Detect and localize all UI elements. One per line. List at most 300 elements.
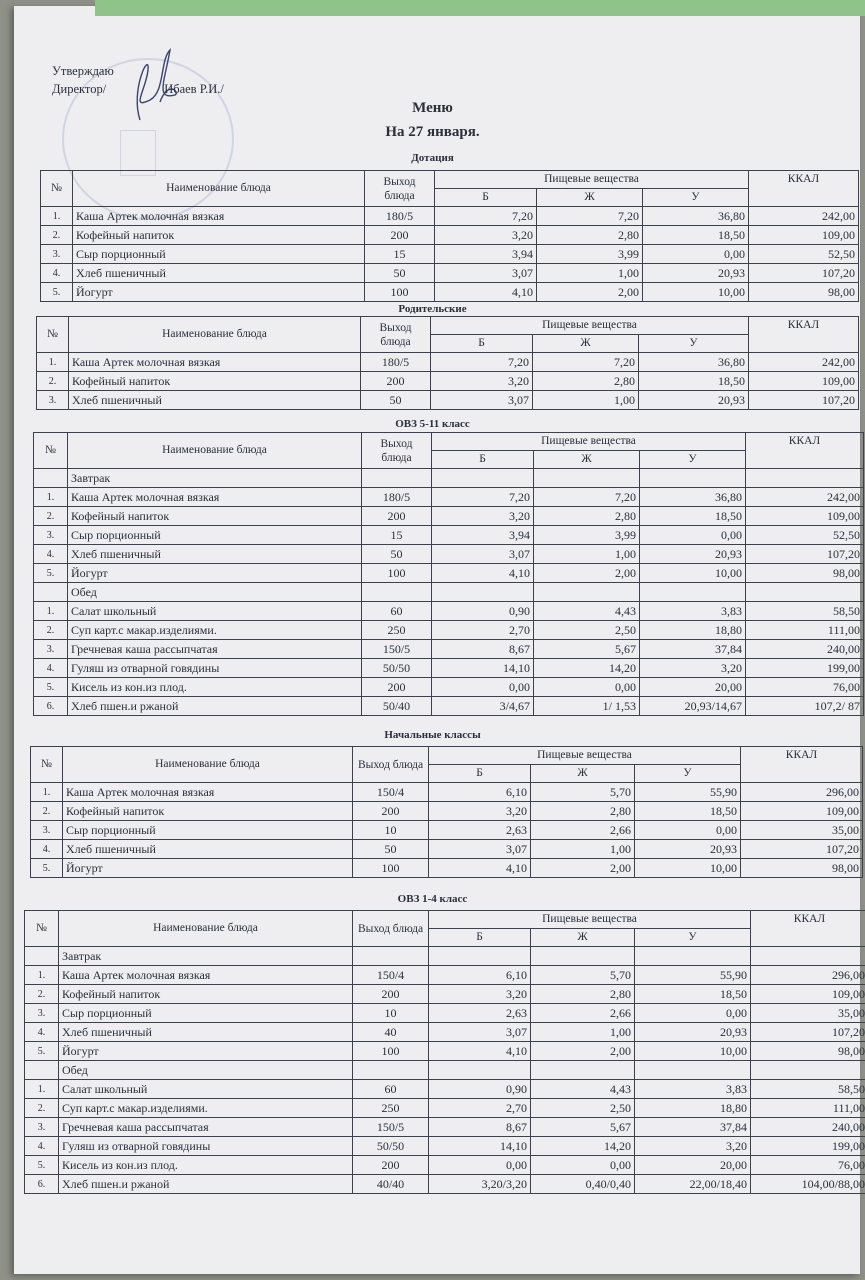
column-header-carbs: У bbox=[635, 929, 751, 947]
menu-table bbox=[36, 316, 859, 410]
column-header-protein: Б bbox=[429, 765, 531, 783]
column-header-output: Выход блюда bbox=[362, 433, 432, 469]
row-number: 2. bbox=[34, 507, 68, 526]
table-row bbox=[31, 840, 863, 859]
table-row bbox=[25, 1004, 865, 1023]
protein-value: 3/4,67 bbox=[432, 697, 534, 716]
column-header-protein: Б bbox=[431, 335, 533, 353]
kcal-value: 76,00 bbox=[751, 1156, 865, 1175]
carbs-value: 20,00 bbox=[635, 1156, 751, 1175]
fat-value: 2,00 bbox=[537, 283, 643, 302]
dish-name: Завтрак bbox=[68, 469, 362, 488]
dish-output: 10 bbox=[353, 821, 429, 840]
menu-table bbox=[24, 910, 865, 1194]
carbs-value: 20,93 bbox=[639, 391, 749, 410]
dish-name: Завтрак bbox=[59, 947, 353, 966]
dish-name: Хлеб пшен.и ржаной bbox=[59, 1175, 353, 1194]
row-number bbox=[25, 1061, 59, 1080]
carbs-value: 20,93/14,67 bbox=[640, 697, 746, 716]
dish-output: 200 bbox=[353, 802, 429, 821]
kcal-value: 52,50 bbox=[749, 245, 859, 264]
kcal-value bbox=[746, 583, 864, 602]
column-header-fat: Ж bbox=[534, 451, 640, 469]
protein-value: 6,10 bbox=[429, 966, 531, 985]
row-number: 4. bbox=[31, 840, 63, 859]
carbs-value: 18,50 bbox=[643, 226, 749, 245]
fat-value: 5,70 bbox=[531, 783, 635, 802]
protein-value: 2,70 bbox=[429, 1099, 531, 1118]
kcal-value: 240,00 bbox=[751, 1118, 865, 1137]
table-row bbox=[31, 783, 863, 802]
carbs-value: 3,20 bbox=[635, 1137, 751, 1156]
table-row bbox=[37, 391, 859, 410]
row-number: 1. bbox=[34, 488, 68, 507]
dish-name: Кофейный напиток bbox=[69, 372, 361, 391]
row-number: 3. bbox=[34, 640, 68, 659]
approval-line: Утверждаю bbox=[52, 64, 114, 78]
column-header-num: № bbox=[25, 911, 59, 947]
kcal-value: 58,50 bbox=[751, 1080, 865, 1099]
table-row bbox=[41, 207, 859, 226]
dish-output: 100 bbox=[365, 283, 435, 302]
dish-output bbox=[362, 583, 432, 602]
carbs-value: 18,50 bbox=[635, 802, 741, 821]
row-number: 2. bbox=[41, 226, 73, 245]
carbs-value: 10,00 bbox=[635, 859, 741, 878]
table-row bbox=[34, 507, 864, 526]
row-number: 2. bbox=[25, 1099, 59, 1118]
carbs-value: 37,84 bbox=[640, 640, 746, 659]
dish-name: Гречневая каша рассыпчатая bbox=[59, 1118, 353, 1137]
protein-value: 7,20 bbox=[435, 207, 537, 226]
table-row bbox=[34, 564, 864, 583]
dish-name: Каша Артек молочная вязкая bbox=[59, 966, 353, 985]
carbs-value: 3,83 bbox=[640, 602, 746, 621]
column-header-nutrients: Пищевые вещества bbox=[429, 911, 751, 929]
protein-value: 4,10 bbox=[429, 1042, 531, 1061]
row-number: 3. bbox=[25, 1118, 59, 1137]
folder-edge bbox=[95, 0, 865, 16]
kcal-value: 242,00 bbox=[749, 353, 859, 372]
row-number: 1. bbox=[25, 966, 59, 985]
dish-name: Сыр порционный bbox=[59, 1004, 353, 1023]
kcal-value: 240,00 bbox=[746, 640, 864, 659]
column-header-output: Выход блюда bbox=[353, 911, 429, 947]
kcal-value bbox=[751, 1061, 865, 1080]
protein-value: 7,20 bbox=[431, 353, 533, 372]
dish-output: 180/5 bbox=[362, 488, 432, 507]
dish-output: 180/5 bbox=[361, 353, 431, 372]
fat-value: 2,66 bbox=[531, 1004, 635, 1023]
protein-value: 3,07 bbox=[431, 391, 533, 410]
protein-value: 3,20/3,20 bbox=[429, 1175, 531, 1194]
fat-value: 0,00 bbox=[531, 1156, 635, 1175]
dish-output: 200 bbox=[353, 1156, 429, 1175]
fat-value: 14,20 bbox=[531, 1137, 635, 1156]
carbs-value: 3,83 bbox=[635, 1080, 751, 1099]
row-number: 4. bbox=[34, 659, 68, 678]
dish-name: Хлеб пшеничный bbox=[68, 545, 362, 564]
fat-value: 2,00 bbox=[531, 1042, 635, 1061]
dish-name: Хлеб пшеничный bbox=[73, 264, 365, 283]
dish-output bbox=[362, 469, 432, 488]
table-row bbox=[25, 1175, 865, 1194]
menu-table bbox=[40, 170, 859, 302]
column-header-name: Наименование блюда bbox=[73, 171, 365, 207]
table-row bbox=[34, 602, 864, 621]
table-row bbox=[25, 1118, 865, 1137]
row-number bbox=[25, 947, 59, 966]
row-number: 2. bbox=[34, 621, 68, 640]
dish-output: 50/40 bbox=[362, 697, 432, 716]
dish-name: Обед bbox=[68, 583, 362, 602]
row-number: 5. bbox=[31, 859, 63, 878]
protein-value bbox=[429, 1061, 531, 1080]
carbs-value: 36,80 bbox=[639, 353, 749, 372]
column-header-nutrients: Пищевые вещества bbox=[429, 747, 741, 765]
kcal-value: 242,00 bbox=[746, 488, 864, 507]
fat-value: 3,99 bbox=[534, 526, 640, 545]
dish-name: Хлеб пшеничный bbox=[63, 840, 353, 859]
dish-output: 50/50 bbox=[362, 659, 432, 678]
table-row bbox=[34, 697, 864, 716]
fat-value: 2,80 bbox=[537, 226, 643, 245]
fat-value: 1/ 1,53 bbox=[534, 697, 640, 716]
dish-output: 200 bbox=[361, 372, 431, 391]
table-row bbox=[34, 526, 864, 545]
carbs-value bbox=[635, 1061, 751, 1080]
kcal-value: 109,00 bbox=[749, 226, 859, 245]
kcal-value bbox=[751, 947, 865, 966]
fat-value: 14,20 bbox=[534, 659, 640, 678]
dish-name: Гуляш из отварной говядины bbox=[68, 659, 362, 678]
dish-output: 150/4 bbox=[353, 966, 429, 985]
dish-output: 50 bbox=[353, 840, 429, 859]
fat-value: 2,00 bbox=[534, 564, 640, 583]
fat-value: 3,99 bbox=[537, 245, 643, 264]
dish-name: Суп карт.с макар.изделиями. bbox=[68, 621, 362, 640]
protein-value: 3,07 bbox=[429, 840, 531, 859]
table-row bbox=[25, 1156, 865, 1175]
protein-value: 0,90 bbox=[432, 602, 534, 621]
kcal-value: 109,00 bbox=[741, 802, 863, 821]
dish-name: Кофейный напиток bbox=[59, 985, 353, 1004]
fat-value bbox=[531, 1061, 635, 1080]
row-number: 3. bbox=[41, 245, 73, 264]
column-header-fat: Ж bbox=[531, 765, 635, 783]
row-number: 6. bbox=[25, 1175, 59, 1194]
kcal-value: 76,00 bbox=[746, 678, 864, 697]
carbs-value: 18,50 bbox=[635, 985, 751, 1004]
protein-value: 3,94 bbox=[435, 245, 537, 264]
carbs-value: 20,93 bbox=[635, 1023, 751, 1042]
row-number: 5. bbox=[34, 564, 68, 583]
carbs-value bbox=[640, 469, 746, 488]
fat-value: 4,43 bbox=[534, 602, 640, 621]
kcal-value: 199,00 bbox=[751, 1137, 865, 1156]
dish-name: Сыр порционный bbox=[73, 245, 365, 264]
section-title: Родительские bbox=[398, 303, 467, 315]
column-header-kcal: ККАЛ bbox=[741, 747, 863, 783]
protein-value: 3,07 bbox=[432, 545, 534, 564]
column-header-carbs: У bbox=[635, 765, 741, 783]
column-header-num: № bbox=[37, 317, 69, 353]
fat-value bbox=[531, 947, 635, 966]
column-header-output: Выход блюда bbox=[365, 171, 435, 207]
kcal-value: 98,00 bbox=[751, 1042, 865, 1061]
dish-output: 50/50 bbox=[353, 1137, 429, 1156]
dish-output: 200 bbox=[362, 507, 432, 526]
fat-value: 2,80 bbox=[534, 507, 640, 526]
dish-output: 15 bbox=[365, 245, 435, 264]
row-number: 4. bbox=[25, 1023, 59, 1042]
fat-value: 5,67 bbox=[531, 1118, 635, 1137]
dish-name: Хлеб пшеничный bbox=[59, 1023, 353, 1042]
row-number: 1. bbox=[41, 207, 73, 226]
page-title: Меню bbox=[412, 100, 453, 116]
dish-name: Салат школьный bbox=[59, 1080, 353, 1099]
dish-output: 50 bbox=[361, 391, 431, 410]
protein-value: 3,07 bbox=[435, 264, 537, 283]
dish-name: Хлеб пшеничный bbox=[69, 391, 361, 410]
column-header-kcal: ККАЛ bbox=[751, 911, 865, 947]
table-row bbox=[34, 621, 864, 640]
protein-value: 8,67 bbox=[432, 640, 534, 659]
protein-value: 6,10 bbox=[429, 783, 531, 802]
row-number: 4. bbox=[34, 545, 68, 564]
protein-value: 14,10 bbox=[432, 659, 534, 678]
fat-value: 2,66 bbox=[531, 821, 635, 840]
column-header-carbs: У bbox=[643, 189, 749, 207]
row-number: 1. bbox=[34, 602, 68, 621]
dish-name: Кисель из кон.из плод. bbox=[59, 1156, 353, 1175]
kcal-value: 109,00 bbox=[746, 507, 864, 526]
fat-value: 1,00 bbox=[533, 391, 639, 410]
kcal-value: 104,00/88,00 bbox=[751, 1175, 865, 1194]
kcal-value: 52,50 bbox=[746, 526, 864, 545]
dish-output bbox=[353, 1061, 429, 1080]
table-row bbox=[34, 640, 864, 659]
row-number: 3. bbox=[37, 391, 69, 410]
fat-value: 2,80 bbox=[533, 372, 639, 391]
fat-value: 1,00 bbox=[531, 1023, 635, 1042]
dish-output: 60 bbox=[353, 1080, 429, 1099]
dish-name: Салат школьный bbox=[68, 602, 362, 621]
carbs-value bbox=[640, 583, 746, 602]
row-number bbox=[34, 469, 68, 488]
table-row bbox=[34, 678, 864, 697]
fat-value: 1,00 bbox=[531, 840, 635, 859]
kcal-value: 109,00 bbox=[751, 985, 865, 1004]
fat-value: 1,00 bbox=[537, 264, 643, 283]
protein-value: 3,20 bbox=[431, 372, 533, 391]
protein-value bbox=[429, 947, 531, 966]
protein-value: 2,70 bbox=[432, 621, 534, 640]
kcal-value: 296,00 bbox=[751, 966, 865, 985]
meal-group-row bbox=[34, 583, 864, 602]
dish-name: Сыр порционный bbox=[68, 526, 362, 545]
dish-name: Кофейный напиток bbox=[63, 802, 353, 821]
dish-output: 150/5 bbox=[362, 640, 432, 659]
table-row bbox=[41, 245, 859, 264]
fat-value: 7,20 bbox=[533, 353, 639, 372]
meal-group-row bbox=[25, 1061, 865, 1080]
table-row bbox=[41, 226, 859, 245]
fat-value: 7,20 bbox=[537, 207, 643, 226]
dish-output: 50 bbox=[365, 264, 435, 283]
row-number: 4. bbox=[41, 264, 73, 283]
table-row bbox=[25, 985, 865, 1004]
dish-output: 200 bbox=[362, 678, 432, 697]
fat-value: 0,40/0,40 bbox=[531, 1175, 635, 1194]
kcal-value: 111,00 bbox=[746, 621, 864, 640]
protein-value: 7,20 bbox=[432, 488, 534, 507]
row-number: 2. bbox=[25, 985, 59, 1004]
dish-name: Обед bbox=[59, 1061, 353, 1080]
column-header-kcal: ККАЛ bbox=[749, 317, 859, 353]
column-header-output: Выход блюда bbox=[353, 747, 429, 783]
table-row bbox=[34, 659, 864, 678]
dish-output: 15 bbox=[362, 526, 432, 545]
column-header-num: № bbox=[31, 747, 63, 783]
row-number: 1. bbox=[37, 353, 69, 372]
meal-group-row bbox=[34, 469, 864, 488]
kcal-value: 98,00 bbox=[746, 564, 864, 583]
column-header-protein: Б bbox=[435, 189, 537, 207]
section-title: ОВЗ 5-11 класс bbox=[395, 418, 470, 430]
row-number: 5. bbox=[25, 1156, 59, 1175]
dish-name: Сыр порционный bbox=[63, 821, 353, 840]
protein-value bbox=[432, 583, 534, 602]
carbs-value: 18,50 bbox=[640, 507, 746, 526]
dish-name: Каша Артек молочная вязкая bbox=[63, 783, 353, 802]
menu-table bbox=[33, 432, 864, 716]
section-title: Начальные классы bbox=[384, 729, 481, 741]
dish-output: 200 bbox=[365, 226, 435, 245]
dish-output: 40 bbox=[353, 1023, 429, 1042]
fat-value: 2,50 bbox=[531, 1099, 635, 1118]
protein-value: 3,20 bbox=[435, 226, 537, 245]
column-header-nutrients: Пищевые вещества bbox=[435, 171, 749, 189]
dish-output: 50 bbox=[362, 545, 432, 564]
fat-value: 5,70 bbox=[531, 966, 635, 985]
column-header-fat: Ж bbox=[531, 929, 635, 947]
protein-value: 0,00 bbox=[429, 1156, 531, 1175]
column-header-name: Наименование блюда bbox=[68, 433, 362, 469]
dish-name: Гуляш из отварной говядины bbox=[59, 1137, 353, 1156]
row-number: 4. bbox=[25, 1137, 59, 1156]
fat-value: 5,67 bbox=[534, 640, 640, 659]
protein-value: 8,67 bbox=[429, 1118, 531, 1137]
dish-name: Йогурт bbox=[63, 859, 353, 878]
table-row bbox=[31, 802, 863, 821]
section-title: ОВЗ 1-4 класс bbox=[397, 893, 468, 905]
row-number: 5. bbox=[25, 1042, 59, 1061]
column-header-name: Наименование блюда bbox=[63, 747, 353, 783]
approval-block bbox=[52, 62, 224, 98]
table-row bbox=[41, 283, 859, 302]
fat-value: 2,50 bbox=[534, 621, 640, 640]
row-number: 5. bbox=[41, 283, 73, 302]
dish-name: Кисель из кон.из плод. bbox=[68, 678, 362, 697]
dish-output: 200 bbox=[353, 985, 429, 1004]
column-header-carbs: У bbox=[639, 335, 749, 353]
dish-name: Йогурт bbox=[73, 283, 365, 302]
fat-value: 2,80 bbox=[531, 985, 635, 1004]
carbs-value: 37,84 bbox=[635, 1118, 751, 1137]
carbs-value: 18,80 bbox=[640, 621, 746, 640]
table-row bbox=[25, 1023, 865, 1042]
table-row bbox=[31, 859, 863, 878]
protein-value: 2,63 bbox=[429, 821, 531, 840]
row-number: 3. bbox=[34, 526, 68, 545]
fat-value bbox=[534, 469, 640, 488]
row-number: 6. bbox=[34, 697, 68, 716]
kcal-value: 98,00 bbox=[741, 859, 863, 878]
dish-name: Суп карт.с макар.изделиями. bbox=[59, 1099, 353, 1118]
carbs-value: 0,00 bbox=[635, 821, 741, 840]
carbs-value: 20,93 bbox=[643, 264, 749, 283]
kcal-value: 98,00 bbox=[749, 283, 859, 302]
dish-output: 250 bbox=[353, 1099, 429, 1118]
column-header-kcal: ККАЛ bbox=[746, 433, 864, 469]
carbs-value: 36,80 bbox=[643, 207, 749, 226]
table-row bbox=[25, 1137, 865, 1156]
carbs-value: 10,00 bbox=[640, 564, 746, 583]
column-header-fat: Ж bbox=[533, 335, 639, 353]
protein-value: 3,07 bbox=[429, 1023, 531, 1042]
section-title: Дотация bbox=[411, 152, 454, 164]
carbs-value: 10,00 bbox=[643, 283, 749, 302]
kcal-value bbox=[746, 469, 864, 488]
carbs-value: 20,93 bbox=[635, 840, 741, 859]
dish-output: 60 bbox=[362, 602, 432, 621]
column-header-nutrients: Пищевые вещества bbox=[431, 317, 749, 335]
kcal-value: 109,00 bbox=[749, 372, 859, 391]
menu-date: На 27 января. bbox=[385, 124, 480, 140]
column-header-output: Выход блюда bbox=[361, 317, 431, 353]
column-header-protein: Б bbox=[429, 929, 531, 947]
protein-value: 0,90 bbox=[429, 1080, 531, 1099]
kcal-value: 242,00 bbox=[749, 207, 859, 226]
kcal-value: 35,00 bbox=[751, 1004, 865, 1023]
kcal-value: 107,20 bbox=[749, 264, 859, 283]
protein-value: 3,20 bbox=[432, 507, 534, 526]
protein-value: 4,10 bbox=[432, 564, 534, 583]
dish-output: 40/40 bbox=[353, 1175, 429, 1194]
carbs-value: 36,80 bbox=[640, 488, 746, 507]
director-label: Директор/ bbox=[52, 82, 107, 96]
dish-output: 100 bbox=[362, 564, 432, 583]
dish-output bbox=[353, 947, 429, 966]
dish-name: Йогурт bbox=[59, 1042, 353, 1061]
column-header-name: Наименование блюда bbox=[59, 911, 353, 947]
column-header-nutrients: Пищевые вещества bbox=[432, 433, 746, 451]
table-row bbox=[34, 545, 864, 564]
row-number bbox=[34, 583, 68, 602]
carbs-value: 18,50 bbox=[639, 372, 749, 391]
carbs-value: 18,80 bbox=[635, 1099, 751, 1118]
dish-output: 10 bbox=[353, 1004, 429, 1023]
dish-output: 150/4 bbox=[353, 783, 429, 802]
table-row bbox=[25, 1099, 865, 1118]
fat-value: 2,80 bbox=[531, 802, 635, 821]
carbs-value: 55,90 bbox=[635, 783, 741, 802]
column-header-kcal: ККАЛ bbox=[749, 171, 859, 207]
protein-value: 14,10 bbox=[429, 1137, 531, 1156]
carbs-value: 20,93 bbox=[640, 545, 746, 564]
dish-output: 150/5 bbox=[353, 1118, 429, 1137]
